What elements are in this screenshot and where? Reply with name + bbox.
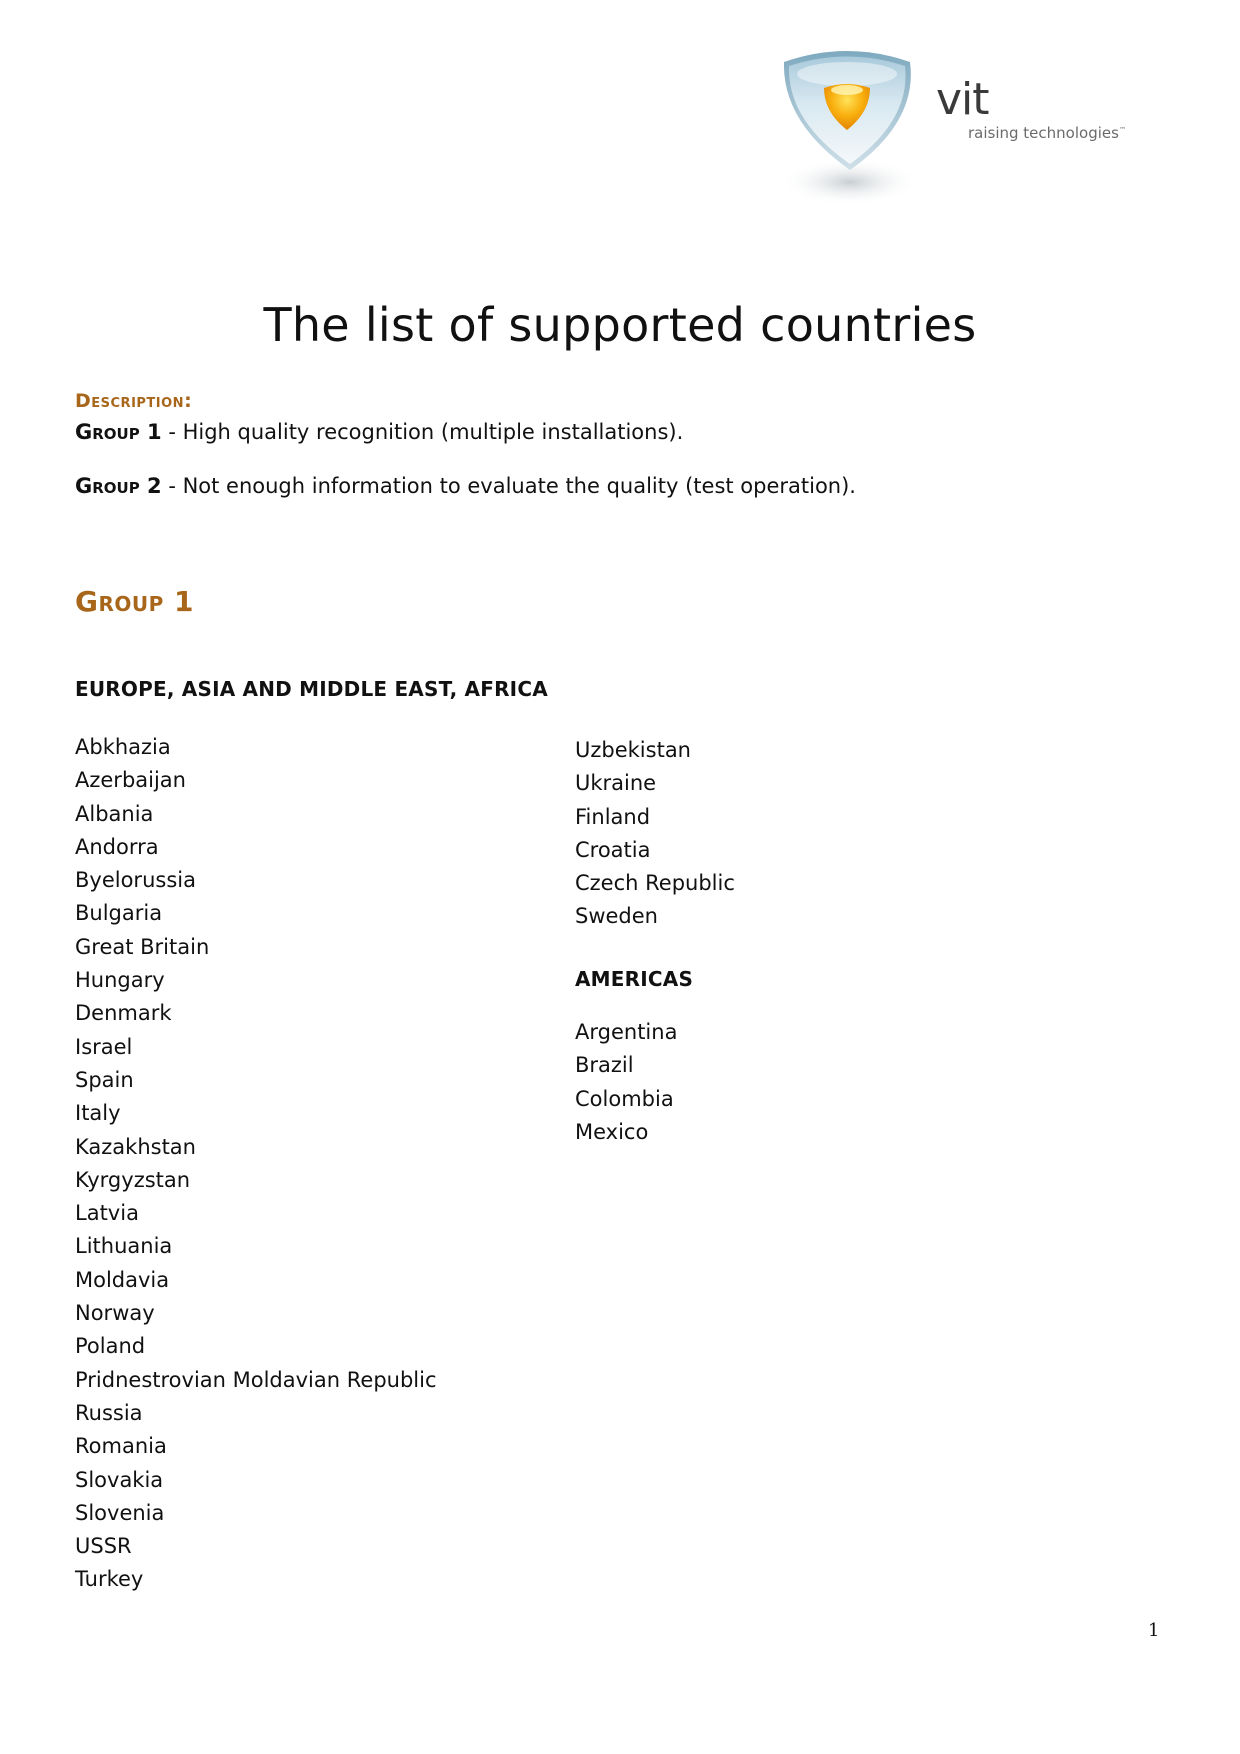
list-item: Croatia [575, 837, 651, 862]
list-item: Mexico [575, 1119, 649, 1144]
list-item: USSR [75, 1534, 132, 1559]
description-group-name: Group 2 [75, 474, 162, 498]
page-title: The list of supported countries [263, 298, 977, 352]
list-item: Kyrgyzstan [75, 1167, 191, 1192]
list-item: Slovakia [75, 1467, 164, 1492]
list-item: Italy [75, 1101, 121, 1126]
list-item: Uzbekistan [575, 738, 691, 762]
country-list-europe-col-1 [75, 731, 437, 1597]
description-group-name: Group 1 [75, 420, 162, 444]
list-item: Bulgaria [75, 901, 163, 926]
page-number: 1 [1148, 1620, 1160, 1641]
list-item: Russia [75, 1400, 143, 1425]
list-item: Ukraine [575, 771, 657, 796]
list-item: Moldavia [75, 1267, 170, 1292]
list-item: Israel [75, 1034, 133, 1059]
list-item: Latvia [75, 1201, 139, 1226]
description-label: Description: [75, 390, 193, 412]
description-text: High quality recognition (multiple installations). [182, 420, 684, 444]
list-item: Romania [75, 1434, 167, 1459]
group-1-heading: Group 1 [75, 585, 195, 618]
list-item: Colombia [575, 1086, 674, 1111]
logo-tagline: raising technologies™ [968, 124, 1126, 142]
list-item: Turkey [75, 1567, 144, 1592]
list-item: Andorra [75, 834, 159, 859]
region-heading-americas: AMERICAS [575, 967, 694, 991]
list-item: Brazil [575, 1053, 634, 1078]
list-item: Slovenia [75, 1500, 165, 1525]
list-item: Argentina [575, 1020, 678, 1044]
logo-shield-icon [772, 42, 922, 207]
description-group-2: Group 2 - Not enough information to evaluate the quality (test operation). [75, 474, 856, 498]
list-item: Hungary [75, 968, 165, 993]
list-item: Norway [75, 1301, 155, 1326]
list-item: Pridnestrovian Moldavian Republic [75, 1367, 437, 1392]
list-item: Czech Republic [575, 871, 735, 896]
logo-wordmark: vit [936, 74, 989, 125]
list-item: Finland [575, 804, 651, 829]
list-item: Abkhazia [75, 735, 171, 759]
list-item: Albania [75, 801, 154, 826]
list-item: Lithuania [75, 1234, 173, 1259]
list-item: Spain [75, 1067, 134, 1092]
list-item: Denmark [75, 1001, 172, 1026]
region-heading-europe-asia: EUROPE, ASIA AND MIDDLE EAST, AFRICA [75, 677, 548, 701]
list-item: Great Britain [75, 934, 210, 959]
list-item: Byelorussia [75, 868, 196, 893]
list-item: Azerbaijan [75, 768, 186, 793]
country-list-europe-col-2 [575, 734, 735, 934]
country-list-americas [575, 1016, 677, 1149]
description-group-1: Group 1 - High quality recognition (multiple installations). [75, 420, 684, 444]
list-item: Sweden [575, 904, 658, 929]
list-item: Poland [75, 1334, 146, 1359]
description-text: Not enough information to evaluate the quality (test operation). [182, 474, 856, 498]
list-item: Kazakhstan [75, 1134, 196, 1159]
